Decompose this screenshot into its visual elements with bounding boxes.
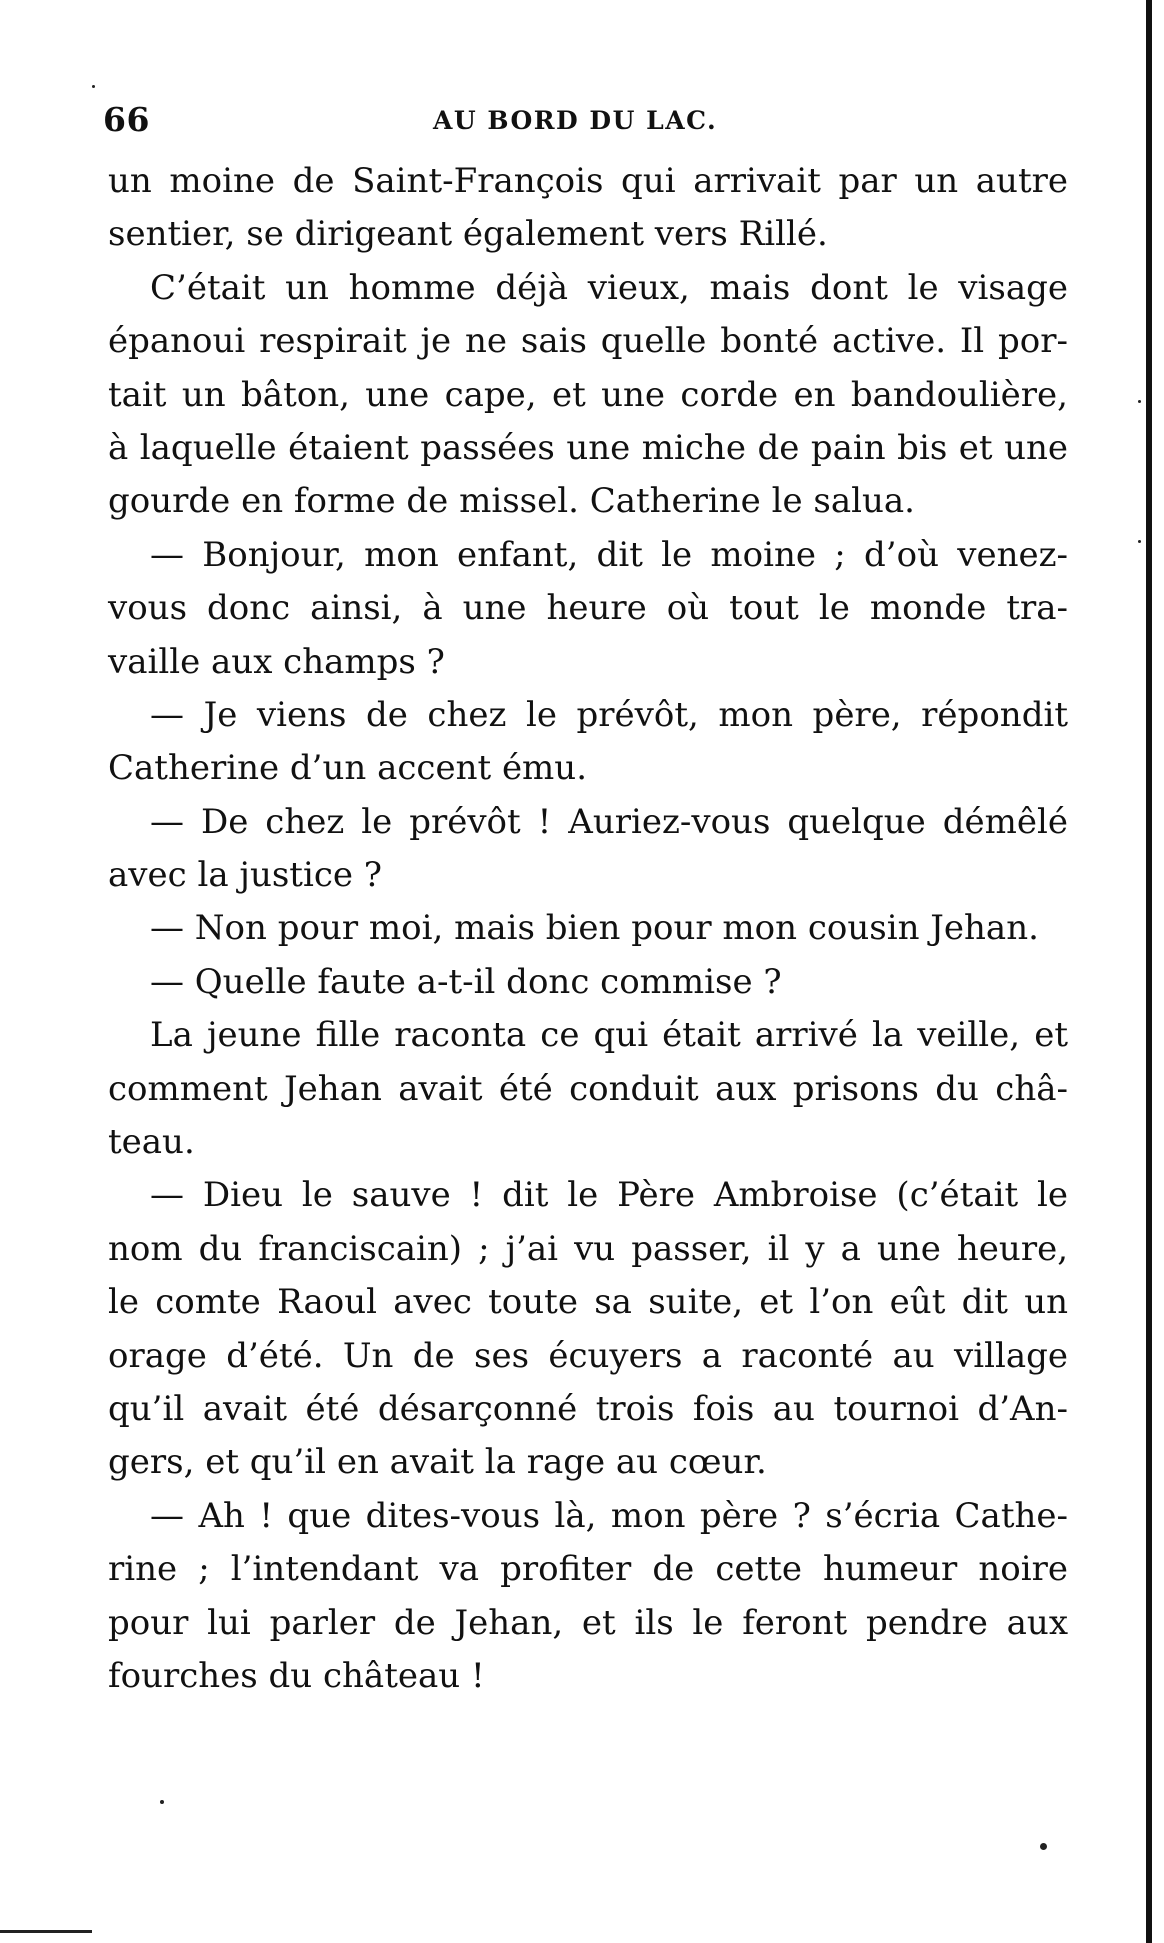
running-title: AU BORD DU LAC. <box>433 106 718 135</box>
bottom-edge-rule <box>0 1930 92 1933</box>
text-line: nom du franciscain) ; j’ai vu passer, il y a une heure, <box>108 1228 1068 1269</box>
print-speck <box>1138 540 1141 543</box>
text-line: fourches du château ! <box>108 1655 485 1696</box>
text-line: qu’il avait été désarçonné trois fois au tournoi d’An- <box>108 1388 1068 1429</box>
print-speck <box>1040 1843 1047 1850</box>
print-speck <box>1138 400 1141 403</box>
text-line: un moine de Saint-François qui arrivait par un autre <box>108 161 1068 201</box>
text-line: avec la justice ? <box>108 855 383 896</box>
text-line: orage d’été. Un de ses écuyers a raconté au village <box>108 1335 1068 1376</box>
page-header <box>103 100 1063 148</box>
paragraph-first-line: La jeune fille raconta ce qui était arrivé la veille, et <box>150 1015 1068 1056</box>
text-line: le comte Raoul avec toute sa suite, et l’on eût dit un <box>108 1282 1068 1323</box>
dialogue-line: — Ah ! que dites-vous là, mon père ? s’écria Cathe- <box>150 1495 1068 1536</box>
dialogue-line: — De chez le prévôt ! Auriez-vous quelque démêlé <box>150 801 1068 842</box>
text-line: vaille aux champs ? <box>108 641 445 682</box>
text-line: sentier, se dirigeant également vers Rillé. <box>108 214 828 255</box>
text-line: à laquelle étaient passées une miche de pain bis et une <box>108 427 1068 468</box>
print-speck <box>92 85 95 88</box>
text-line: gers, et qu’il en avait la rage au cœur. <box>108 1442 767 1483</box>
text-line: rine ; l’intendant va profiter de cette humeur noire <box>108 1549 1068 1590</box>
text-line: gourde en forme de missel. Catherine le salua. <box>108 481 915 522</box>
page-number: 66 <box>103 100 150 139</box>
text-line: épanoui respirait je ne sais quelle bonté active. Il por- <box>108 321 1068 362</box>
dialogue-line: — Quelle faute a-t-il donc commise ? <box>150 961 782 1002</box>
paragraph-first-line: C’était un homme déjà vieux, mais dont le visage <box>150 267 1068 308</box>
text-line: pour lui parler de Jehan, et ils le feront pendre aux <box>108 1602 1068 1643</box>
text-line: teau. <box>108 1122 195 1163</box>
dialogue-line: — Dieu le sauve ! dit le Père Ambroise (c’était le <box>150 1175 1068 1216</box>
dialogue-line: — Bonjour, mon enfant, dit le moine ; d’où venez- <box>150 534 1068 575</box>
dialogue-line: — Non pour moi, mais bien pour mon cousin Jehan. <box>150 908 1039 949</box>
page-edge-rule <box>1146 0 1152 1943</box>
body-text <box>108 155 1068 1703</box>
text-line: tait un bâton, une cape, et une corde en bandoulière, <box>108 374 1068 415</box>
dialogue-line: — Je viens de chez le prévôt, mon père, répondit <box>150 694 1068 735</box>
text-line: vous donc ainsi, à une heure où tout le monde tra- <box>108 588 1068 629</box>
text-line: Catherine d’un accent ému. <box>108 748 588 789</box>
print-speck <box>160 1800 164 1804</box>
text-line: comment Jehan avait été conduit aux prisons du châ- <box>108 1068 1068 1109</box>
